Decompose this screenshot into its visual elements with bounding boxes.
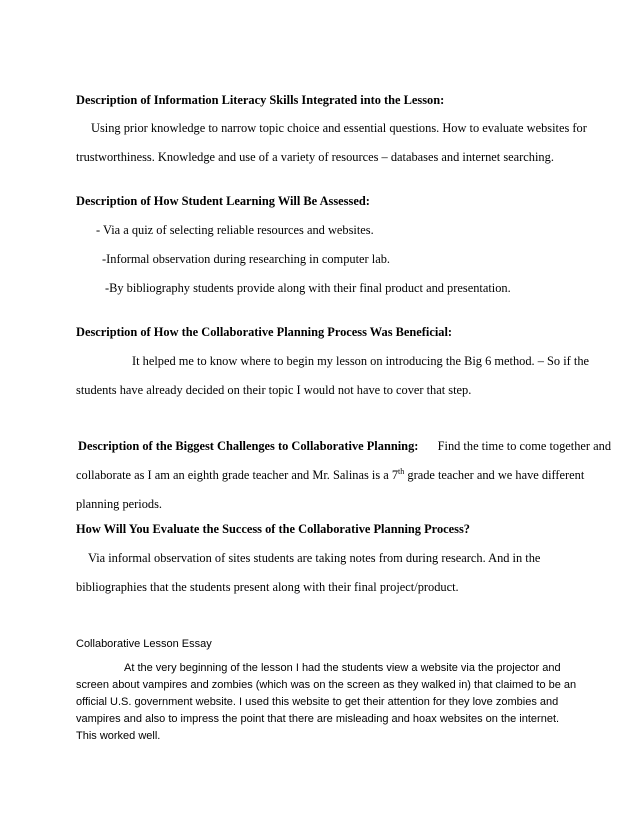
essay-line: This worked well.	[76, 730, 161, 742]
ordinal-superscript: th	[398, 466, 405, 476]
assessment-item: - Via a quiz of selecting reliable resources and websites.	[96, 223, 374, 237]
assessment-heading: Description of How Student Learning Will Be Assessed:	[76, 194, 370, 208]
essay-line: official U.S. government website. I used this website to get their attention for they love zombies and	[76, 696, 559, 708]
challenges-text: collaborate as I am an eighth grade teacher and Mr. Salinas is a 7	[76, 468, 399, 482]
essay-title: Collaborative Lesson Essay	[76, 638, 212, 650]
challenges-paragraph-line-1	[78, 439, 611, 454]
info-literacy-text-line-1: Using prior knowledge to narrow topic choice and essential questions. How to evaluate websites for	[91, 121, 587, 135]
challenges-paragraph-line-2	[76, 468, 584, 483]
challenges-paragraph-line-3: planning periods.	[76, 497, 163, 511]
essay-line: At the very beginning of the lesson I had the students view a website via the projector and	[124, 662, 561, 674]
beneficial-text-line-2: students have already decided on their topic I would not have to cover that step.	[76, 383, 472, 397]
essay-line: vampires and also to impress the point that there are misleading and hoax websites on the internet.	[76, 713, 560, 725]
challenges-text: Find the time to come together and	[437, 439, 612, 453]
beneficial-heading: Description of How the Collaborative Planning Process Was Beneficial:	[76, 325, 453, 339]
beneficial-text-line-1: It helped me to know where to begin my lesson on introducing the Big 6 method. – So if the	[132, 354, 590, 368]
info-literacy-text-line-2: trustworthiness. Knowledge and use of a variety of resources – databases and internet searching.	[76, 150, 554, 164]
evaluate-text-line-1: Via informal observation of sites students are taking notes from during research. And in the	[88, 551, 541, 565]
essay-line: screen about vampires and zombies (which was on the screen as they walked in) that claimed to be an	[76, 679, 577, 691]
evaluate-heading: How Will You Evaluate the Success of the Collaborative Planning Process?	[76, 522, 470, 536]
challenges-heading: Description of the Biggest Challenges to Collaborative Planning:	[78, 439, 419, 453]
assessment-item: -By bibliography students provide along with their final product and presentation.	[105, 281, 511, 295]
assessment-item: -Informal observation during researching in computer lab.	[102, 252, 390, 266]
challenges-text: grade teacher and we have different	[404, 468, 585, 482]
evaluate-text-line-2: bibliographies that the students present along with their final project/product.	[76, 580, 459, 594]
info-literacy-heading: Description of Information Literacy Skills Integrated into the Lesson:	[76, 93, 445, 107]
